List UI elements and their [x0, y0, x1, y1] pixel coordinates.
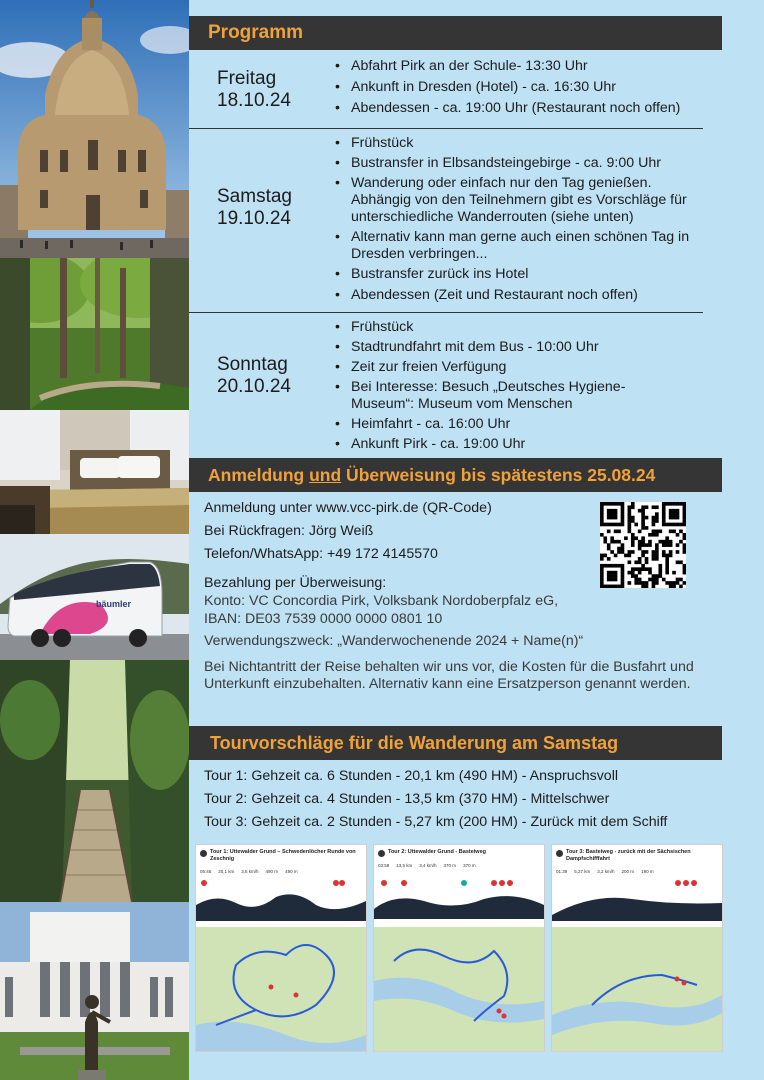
- anmeldung-url-line: Anmeldung unter www.vcc-pirk.de (QR-Code): [204, 500, 492, 516]
- day-saturday-list: [333, 135, 693, 304]
- list-item: • Heimfahrt - ca. 16:00 Uhr: [333, 416, 663, 433]
- tour-card-title: Tour 1: Uttewalder Grund – Schwedenlöcher Runde von Zeschnig: [210, 849, 356, 862]
- tour-3-elevation-and-map: [552, 875, 722, 1051]
- nichtantritt-note: Bei Nichtantritt der Reise behalten wir uns vor, die Kosten für die Busfahrt und Unterkunft einzubehalten. Alternativ kann eine Ersatzperson genannt werden.: [204, 659, 694, 692]
- stat-value: 370 m: [443, 863, 457, 868]
- tour-1-elevation-and-map: [196, 875, 366, 1051]
- gorge-bridge-photo: [0, 660, 189, 902]
- list-item: • Ankunft Pirk - ca. 19:00 Uhr: [333, 436, 663, 453]
- hygiene-museum-photo: [0, 902, 189, 1080]
- photo-column: [0, 0, 189, 1080]
- day-sunday-list: [333, 319, 663, 453]
- stat-value: 370 m: [463, 863, 476, 868]
- list-item: • Bustransfer zurück ins Hotel: [333, 266, 693, 283]
- list-item: • Bustransfer in Elbsandsteingebirge - ca. 9:00 Uhr: [333, 155, 693, 172]
- hotel-room-photo: [0, 410, 189, 534]
- list-item: • Zeit zur freien Verfügung: [333, 359, 663, 376]
- hiker-icon: [378, 850, 385, 857]
- bus-brand-text: bäumler: [96, 599, 132, 609]
- divider: [189, 312, 703, 313]
- programm-header: [189, 16, 722, 50]
- stat-value: 200 m: [621, 869, 635, 874]
- stat-value: 3,2 km/h: [597, 869, 615, 874]
- tour-card-title: Tour 3: Basteiweg - zurück mit der Sächsischen Dampfschifffahrt: [566, 849, 691, 862]
- tour-card-stats: [200, 869, 298, 874]
- list-item: • Bei Interesse: Besuch „Deutsches Hygiene-Museum“: Museum vom Menschen: [333, 379, 663, 413]
- tour-card-2[interactable]: [373, 844, 545, 1052]
- tour-card-3[interactable]: [551, 844, 723, 1052]
- day-sunday: [217, 354, 291, 398]
- tour-3-line: Tour 3: Gehzeit ca. 2 Stunden - 5,27 km (200 HM) - Zurück mit dem Schiff: [204, 814, 668, 830]
- day-sunday-weekday: Sonntag: [217, 354, 288, 375]
- day-saturday-date: 19.10.24: [217, 208, 291, 229]
- list-item: • Abendessen - ca. 19:00 Uhr (Restaurant noch offen): [333, 100, 733, 117]
- rueckfragen-line: Bei Rückfragen: Jörg Weiß: [204, 523, 374, 539]
- anmeldung-title-suffix: Überweisung bis spätestens 25.08.24: [341, 464, 656, 485]
- telefon-line: Telefon/WhatsApp: +49 172 4145570: [204, 546, 438, 562]
- tour-card-title: Tour 2: Uttewalder Grund - Basteiweg: [388, 849, 486, 855]
- stat-value: 13,5 km: [396, 863, 413, 868]
- stat-value: 490 m: [285, 869, 298, 874]
- anmeldung-header: [189, 458, 722, 492]
- frauenkirche-photo: [0, 0, 189, 258]
- list-item: • Abfahrt Pirk an der Schule- 13:30 Uhr: [333, 58, 733, 75]
- day-friday-date: 18.10.24: [217, 90, 291, 111]
- stat-value: 05:45: [200, 869, 212, 874]
- list-item: • Frühstück: [333, 135, 693, 152]
- anmeldung-title-und: und: [309, 464, 342, 485]
- day-friday: [217, 68, 291, 112]
- day-saturday: [217, 186, 292, 230]
- stat-value: 03:58: [378, 863, 390, 868]
- bus-photo: [0, 534, 189, 660]
- list-item: • Alternativ kann man gerne auch einen schönen Tag in Dresden verbringen...: [333, 229, 693, 263]
- stat-value: 490 m: [265, 869, 279, 874]
- hiker-icon: [200, 850, 207, 857]
- tour-card-stats: [556, 869, 654, 874]
- stat-value: 01:39: [556, 869, 568, 874]
- stat-value: 5,27 km: [574, 869, 591, 874]
- iban-line: IBAN: DE03 7539 0000 0000 0801 10: [204, 611, 443, 627]
- list-item: • Abendessen (Zeit und Restaurant noch offen): [333, 287, 693, 304]
- day-friday-list: [333, 58, 733, 117]
- stat-value: 190 m: [641, 869, 654, 874]
- qr-code[interactable]: [600, 502, 686, 588]
- day-saturday-weekday: Samstag: [217, 186, 292, 207]
- anmeldung-title-prefix: Anmeldung: [208, 464, 310, 485]
- hiker-icon: [556, 850, 563, 857]
- stat-value: 3,4 km/h: [419, 863, 437, 868]
- divider: [189, 128, 703, 129]
- tour-2-elevation-and-map: [374, 871, 544, 1051]
- touren-title: Tourvorschläge für die Wanderung am Samstag: [210, 732, 619, 753]
- programm-title: Programm: [208, 22, 304, 43]
- touren-header: [189, 726, 722, 760]
- list-item: • Frühstück: [333, 319, 663, 336]
- konto-line: Konto: VC Concordia Pirk, Volksbank Nordoberpfalz eG,: [204, 593, 559, 609]
- main-content: [189, 0, 764, 1080]
- list-item: • Ankunft in Dresden (Hotel) - ca. 16:30 Uhr: [333, 79, 733, 96]
- tour-card-1[interactable]: [195, 844, 367, 1052]
- day-friday-weekday: Freitag: [217, 68, 277, 89]
- tour-2-line: Tour 2: Gehzeit ca. 4 Stunden - 13,5 km (370 HM) - Mittelschwer: [204, 791, 610, 807]
- tour-1-line: Tour 1: Gehzeit ca. 6 Stunden - 20,1 km (490 HM) - Anspruchsvoll: [204, 768, 618, 784]
- day-sunday-date: 20.10.24: [217, 376, 291, 397]
- list-item: • Stadtrundfahrt mit dem Bus - 10:00 Uhr: [333, 339, 663, 356]
- stat-value: 20,1 km: [218, 869, 235, 874]
- forest-photo: [0, 258, 189, 410]
- verwendungszweck-line: Verwendungszweck: „Wanderwochenende 2024 + Name(n)“: [204, 633, 584, 649]
- tour-card-stats: [378, 863, 476, 868]
- stat-value: 3,5 km/h: [241, 869, 259, 874]
- bezahlung-line: Bezahlung per Überweisung:: [204, 575, 387, 591]
- list-item: • Wanderung oder einfach nur den Tag genießen. Abhängig von den Teilnehmern gibt es Vorschläge für unterschiedliche Wanderrouten (siehe unten): [333, 175, 693, 226]
